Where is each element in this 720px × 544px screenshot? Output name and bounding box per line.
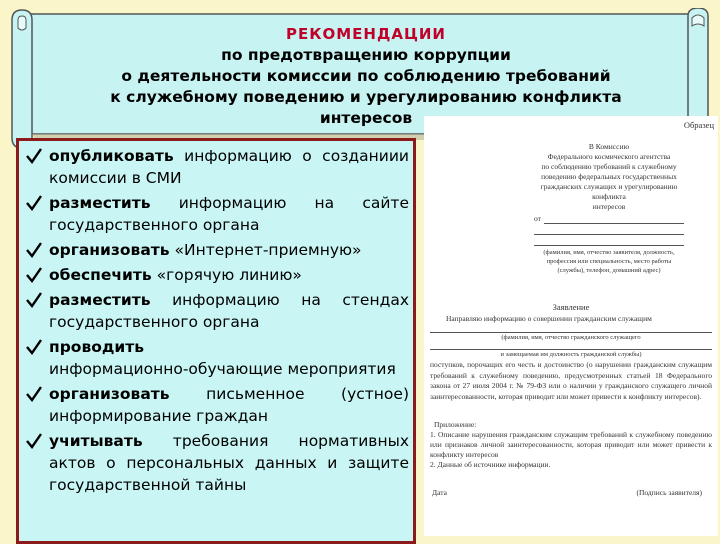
addressee-line: интересов: [592, 202, 626, 211]
list-item: [19, 192, 413, 236]
body-text: поступков, порочащих его честь и достоинство (о нарушении гражданским служащим требований к служебному поведению, предусмотренных статьей 18 Федерального закона от 27 июля 2004 г. № 79-ФЗ или о наличии у гражданского служащего личной заинтересованности, которая приводит или может привести к конфликту интересов).: [430, 360, 712, 401]
from-label: от: [534, 214, 541, 223]
item-verb: организовать: [49, 385, 170, 403]
banner-line: о деятельности комиссии по соблюдению требований: [121, 67, 611, 85]
sample-label: Образец: [683, 120, 714, 130]
list-item: [19, 430, 413, 496]
name-note: (фамилия, имя, отчество гражданского служащего: [501, 334, 641, 341]
item-verb: разместить: [49, 194, 151, 212]
position-note: и замещаемая им должность гражданской службы): [500, 351, 642, 358]
date-label: Дата: [432, 488, 447, 497]
item-text: информацию о созданиии комиссии в СМИ: [49, 147, 409, 187]
blank-line: [430, 324, 712, 333]
addressee-line: гражданских служащих и урегулированию конфликта: [540, 182, 678, 201]
blank-line: [534, 235, 684, 246]
item-verb: организовать: [49, 241, 170, 259]
application-sample-document: [424, 116, 718, 536]
attachment-item: 2. Данные об источнике информации.: [430, 460, 551, 469]
banner-line: к служебному поведению и урегулированию конфликта: [110, 88, 622, 106]
list-item: [19, 239, 413, 261]
checkmark-icon: [25, 432, 43, 450]
list-item: [19, 145, 413, 189]
checkmark-icon: [25, 241, 43, 259]
checkmark-icon: [25, 291, 43, 309]
addressee-line: поведению федеральных государственных: [541, 172, 677, 181]
from-line: [544, 215, 684, 224]
blank-line: [430, 343, 712, 350]
intro-line: Направляю информацию о совершении гражданским служащим: [446, 314, 652, 323]
list-item: [19, 336, 413, 380]
item-text: «Интернет-приемную»: [169, 241, 362, 259]
item-verb: обеспечить: [49, 266, 152, 284]
blank-line: [534, 224, 684, 235]
item-verb: учитывать: [49, 432, 143, 450]
banner-heading: РЕКОМЕНДАЦИИ: [286, 25, 446, 43]
checkmark-icon: [25, 147, 43, 165]
addressee-line: по соблюдению требований к служебному: [541, 162, 677, 171]
checkmark-icon: [25, 266, 43, 284]
checkmark-icon: [25, 338, 43, 356]
item-text: информацию на стендах государственного органа: [49, 291, 409, 331]
document-title: Заявление: [552, 302, 590, 312]
item-verb: опубликовать: [49, 147, 174, 165]
item-text: информационно-обучающие мероприятия: [49, 360, 396, 378]
from-note: (фамилия, имя, отчество заявителя, должность, профессия или специальность, место работы (службы), телефон, домашний адрес): [543, 249, 675, 274]
signature-label: (Подпись заявителя): [636, 488, 702, 497]
banner-line: по предотвращению коррупции: [221, 46, 511, 64]
checkmark-icon: [25, 385, 43, 403]
item-text: «горячую линию»: [151, 266, 302, 284]
list-item: [19, 383, 413, 427]
list-item: [19, 289, 413, 333]
addressee-line: Федерального космического агентства: [547, 152, 671, 161]
addressee-line: В Комиссию: [588, 142, 630, 151]
item-verb: разместить: [49, 291, 151, 309]
attachment-title: Приложение:: [434, 420, 477, 429]
item-text: письменное (устное) информирование граждан: [49, 385, 409, 425]
list-item: [19, 264, 413, 286]
banner-line: интересов: [319, 109, 413, 127]
attachment-item: 1. Описание нарушения гражданским служащим требований к служебному поведению или признаков личной заинтересованности, которая приводит или может привести к конфликту интересов: [430, 430, 712, 459]
item-verb: проводить: [49, 338, 145, 356]
item-text: требования нормативных актов о персональных данных и защите государственной тайны: [49, 432, 409, 494]
item-text: информацию на сайте государственного органа: [49, 194, 409, 234]
checkmark-icon: [25, 194, 43, 212]
recommendations-panel: [16, 138, 416, 544]
